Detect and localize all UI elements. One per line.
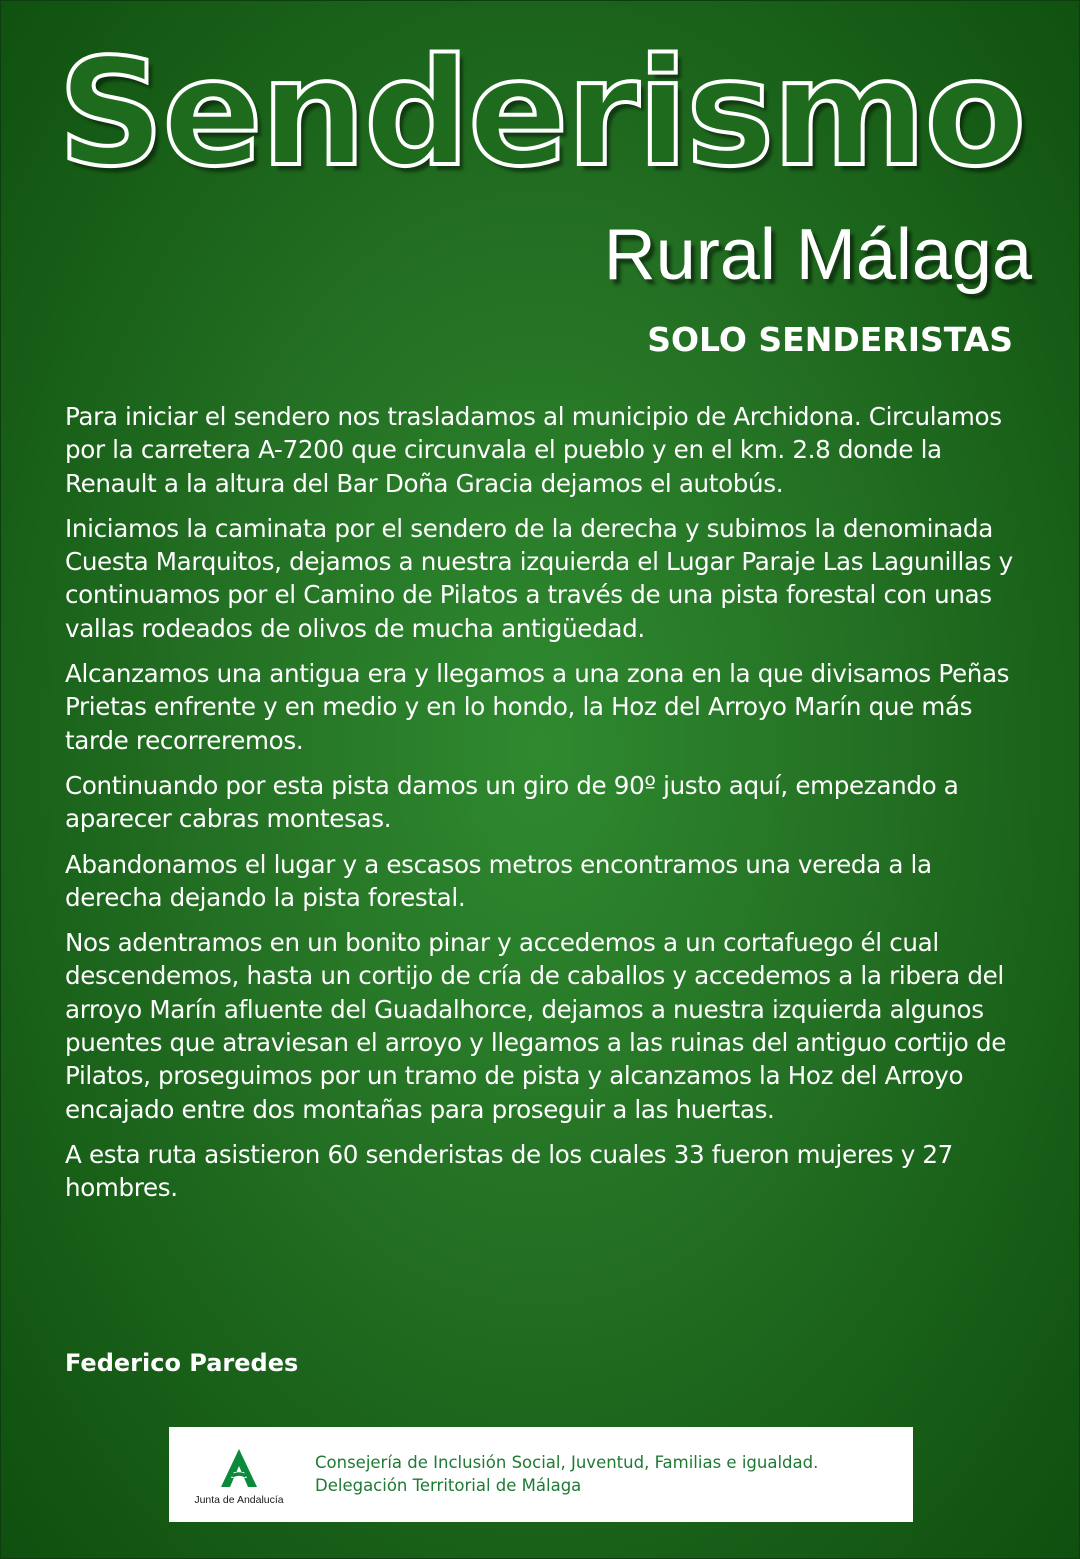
footer-text [315, 1451, 818, 1497]
article-paragraph: Continuando por esta pista damos un giro de 90º justo aquí, empezando a aparecer cabras montesas. [65, 770, 959, 834]
footer-line-delegacion: Delegación Territorial de Málaga [315, 1476, 582, 1495]
article-paragraph: Abandonamos el lugar y a escasos metros encontramos una vereda a la derecha dejando la pista forestal. [65, 849, 932, 912]
article-paragraph: A esta ruta asistieron 60 senderistas de los cuales 33 fueron mujeres y 27 hombres. [65, 1139, 953, 1203]
section-kicker: SOLO SENDERISTAS [647, 320, 1013, 359]
author-name: Federico Paredes [65, 1349, 299, 1377]
footer-banner [169, 1427, 913, 1522]
junta-andalucia-logo-icon [218, 1447, 260, 1489]
logo-label: Junta de Andalucía [194, 1494, 284, 1506]
page-subtitle: Rural Málaga [603, 215, 1032, 295]
article-paragraph: Nos adentramos en un bonito pinar y accedemos a un cortafuego él cual descendemos, hasta un cortijo de cría de caballos y accedemos a la ribera del arroyo Marín afluente del Guadalhorce, dejamos a nuestra izquierda algunos puentes que atraviesan el arroyo y llegamos a las ruinas del antiguo cortijo de Pilatos, proseguimos por un tramo de pista y alcanzamos la Hoz del Arroyo encajado entre dos montañas para proseguir a las huertas. [65, 928, 1007, 1124]
junta-andalucia-logo [189, 1447, 289, 1517]
page-title: Senderismo [57, 27, 1025, 199]
article-body [65, 400, 1035, 1217]
footer-line-consejeria: Consejería de Inclusión Social, Juventud, Familias e igualdad. [315, 1453, 819, 1472]
article-paragraph: Iniciamos la caminata por el sendero de la derecha y subimos la denominada Cuesta Marquitos, dejamos a nuestra izquierda el Lugar Paraje Las Lagunillas y continuamos por el Camino de Pilatos a través de una pista forestal con unas vallas rodeados de olivos de mucha antigüedad. [65, 513, 1013, 643]
article-paragraph: Para iniciar el sendero nos trasladamos al municipio de Archidona. Circulamos por la carretera A-7200 que circunvala el pueblo y en el km. 2.8 donde la Renault a la altura del Bar Doña Gracia dejamos el autobús. [65, 402, 1002, 498]
article-paragraph: Alcanzamos una antigua era y llegamos a una zona en la que divisamos Peñas Prietas enfrente y en medio y en lo hondo, la Hoz del Arroyo Marín que más tarde recorreremos. [65, 659, 1010, 755]
